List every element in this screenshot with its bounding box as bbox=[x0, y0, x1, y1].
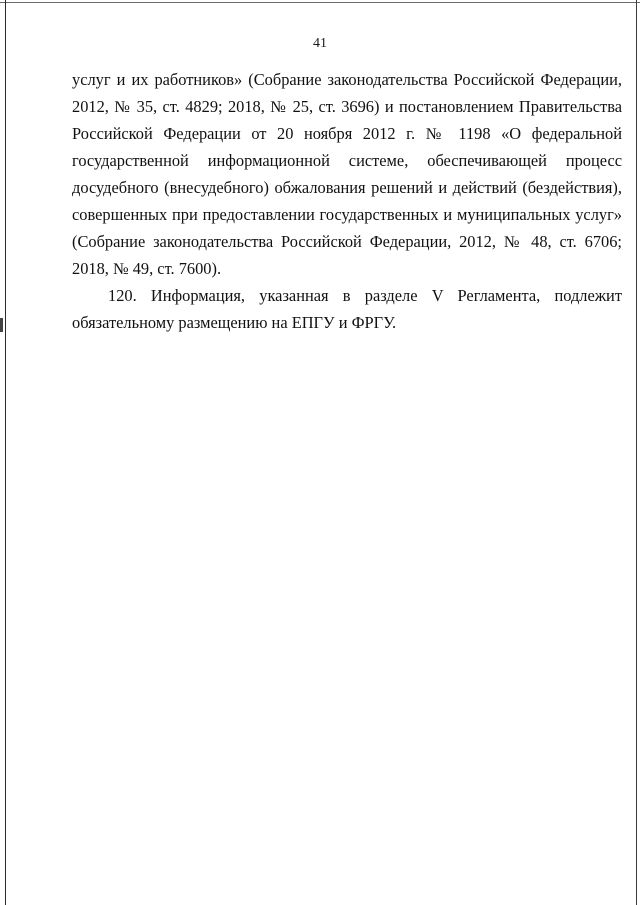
paragraph-continuation: услуг и их работников» (Собрание законодательства Российской Федерации, 2012, № 35, ст. 4829; 2018, № 25, ст. 3696) и постановлением Правительства Российской Федерации от 20 ноября 2012 г. № 1198 «О федеральной государственной информационной системе, обеспечивающей процесс досудебного (внесудебного) обжалования решений и действий (бездействия), совершенных при предоставлении государственных и муниципальных услуг» (Собрание законодательства Российской Федерации, 2012, № 48, ст. 6706; 2018, № 49, ст. 7600). bbox=[72, 70, 622, 278]
scan-edge-right bbox=[636, 0, 637, 905]
scan-edge-top bbox=[0, 2, 640, 3]
scan-edge-mark bbox=[0, 318, 3, 332]
paragraph-item-120: 120. Информация, указанная в разделе V Регламента, подлежит обязательному размещению на ЕПГУ и ФРГУ. bbox=[72, 286, 622, 332]
page-number: 41 bbox=[313, 36, 327, 51]
scan-edge-left bbox=[5, 0, 6, 905]
body-text bbox=[72, 66, 622, 336]
